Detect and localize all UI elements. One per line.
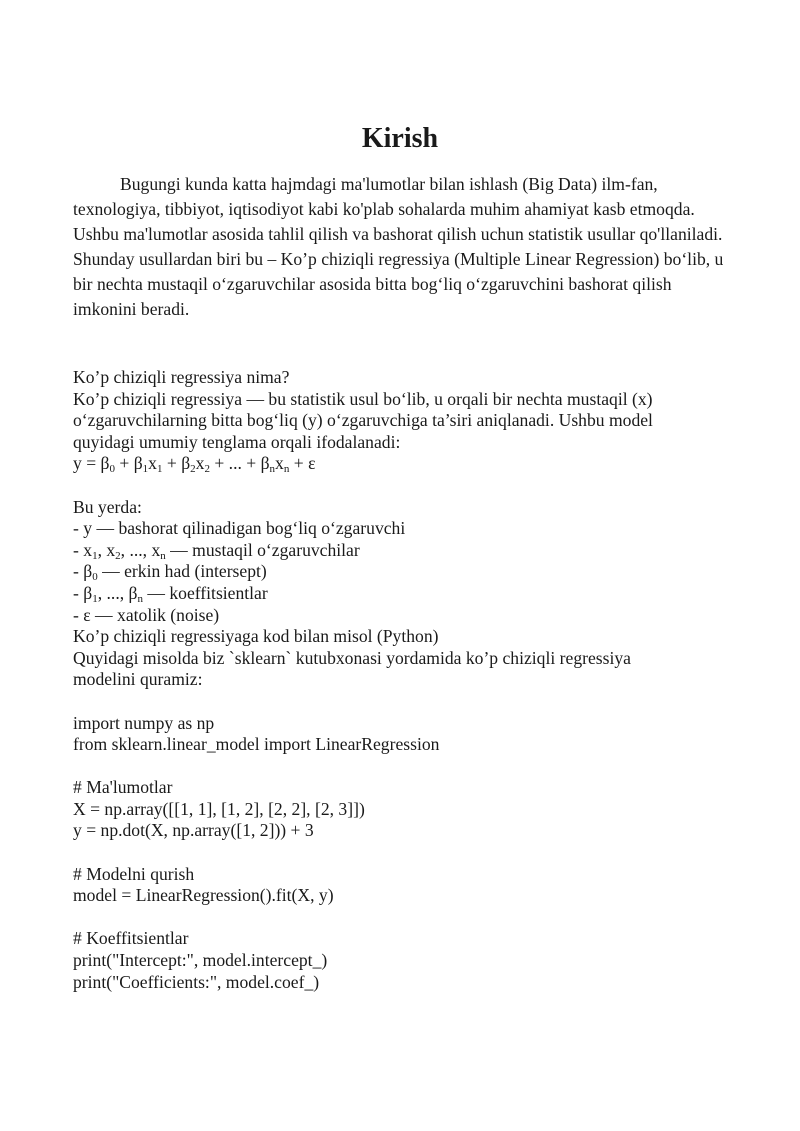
definition-line: Ko’p chiziqli regressiya — bu statistik usul bo‘lib, u orqali bir nechta mustaqil (x) xyxy=(73,388,653,409)
legend-item-beta0: - $\beta_0$ — erkin had (intersept) xyxy=(73,561,267,584)
blank-line xyxy=(73,691,733,713)
blank-line xyxy=(73,907,733,929)
code-line: X = np.array([[1, 1], [1, 2], [2, 2], [2, 3]]) xyxy=(73,798,365,819)
intro-paragraph xyxy=(73,172,733,322)
document-body xyxy=(73,367,733,993)
code-line: model = LinearRegression().fit(X, y) xyxy=(73,885,334,906)
page-title: Kirish xyxy=(361,123,439,154)
code-line: import numpy as np xyxy=(73,712,215,733)
code-comment: # Ma'lumotlar xyxy=(73,777,173,798)
legend-item-betas: - $\beta_1$, ..., $\beta_n$ — koeffitsientlar xyxy=(73,582,268,605)
definition-line: quyidagi umumiy tenglama orqali ifodalanadi: xyxy=(73,431,401,452)
blank-line xyxy=(73,842,733,864)
code-line: print("Intercept:", model.intercept_) xyxy=(73,950,328,971)
blank-line xyxy=(73,475,733,497)
example-intro-line: Quyidagi misolda biz `sklearn` kutubxonasi yordamida ko’p chiziqli regressiya xyxy=(73,647,631,668)
code-comment: # Modelni qurish xyxy=(73,863,195,884)
code-line: print("Coefficients:", model.coef_) xyxy=(73,971,320,992)
legend-item-x: - $x_1$, $x_2$, ..., $x_n$ — mustaqil o‘zgaruvchilar xyxy=(73,539,360,562)
section-question: Ko’p chiziqli regressiya nima? xyxy=(73,367,290,387)
legend-item-y: - y — bashorat qilinadigan bog‘liq o‘zgaruvchi xyxy=(73,518,406,539)
code-comment: # Koeffitsientlar xyxy=(73,928,189,949)
definition-line: o‘zgaruvchilarning bitta bog‘liq (y) o‘zgaruvchiga ta’siri aniqlanadi. Ushbu model xyxy=(73,410,653,431)
regression-equation: $y = \beta_0 + \beta_1x_1 + \beta_2x_2$ + ... + $\beta_nx_n + \varepsilon$ xyxy=(73,453,316,476)
code-line: from sklearn.linear_model import LinearRegression xyxy=(73,734,440,755)
blank-line xyxy=(73,756,733,778)
intro-text: Bugungi kunda katta hajmdagi ma'lumotlar bilan ishlash (Big Data) ilm-fan, texnologiya, tibbiyot, iqtisodiyot kabi ko'plab sohalarda muhim ahamiyat kasb etmoqda. Ushbu ma'lumotlar asosida tahlil qilish va bashorat qilish uchun statistik usullar qo'llaniladi. Shunday usullardan biri bu – Ko’p chiziqli regressiya (Multiple Linear Regression) bo‘lib, u bir nechta mustaqil o‘zgaruvchilar asosida bitta bog‘liq o‘zgaruvchini bashorat qilish imkonini beradi. xyxy=(73,174,724,319)
code-line: y = np.dot(X, np.array([1, 2])) + 3 xyxy=(73,820,314,841)
where-label: Bu yerda: xyxy=(73,496,142,517)
example-intro-line: modelini quramiz: xyxy=(73,669,203,690)
example-heading: Ko’p chiziqli regressiyaga kod bilan misol (Python) xyxy=(73,626,439,647)
legend-item-epsilon: - ε — xatolik (noise) xyxy=(73,604,220,625)
